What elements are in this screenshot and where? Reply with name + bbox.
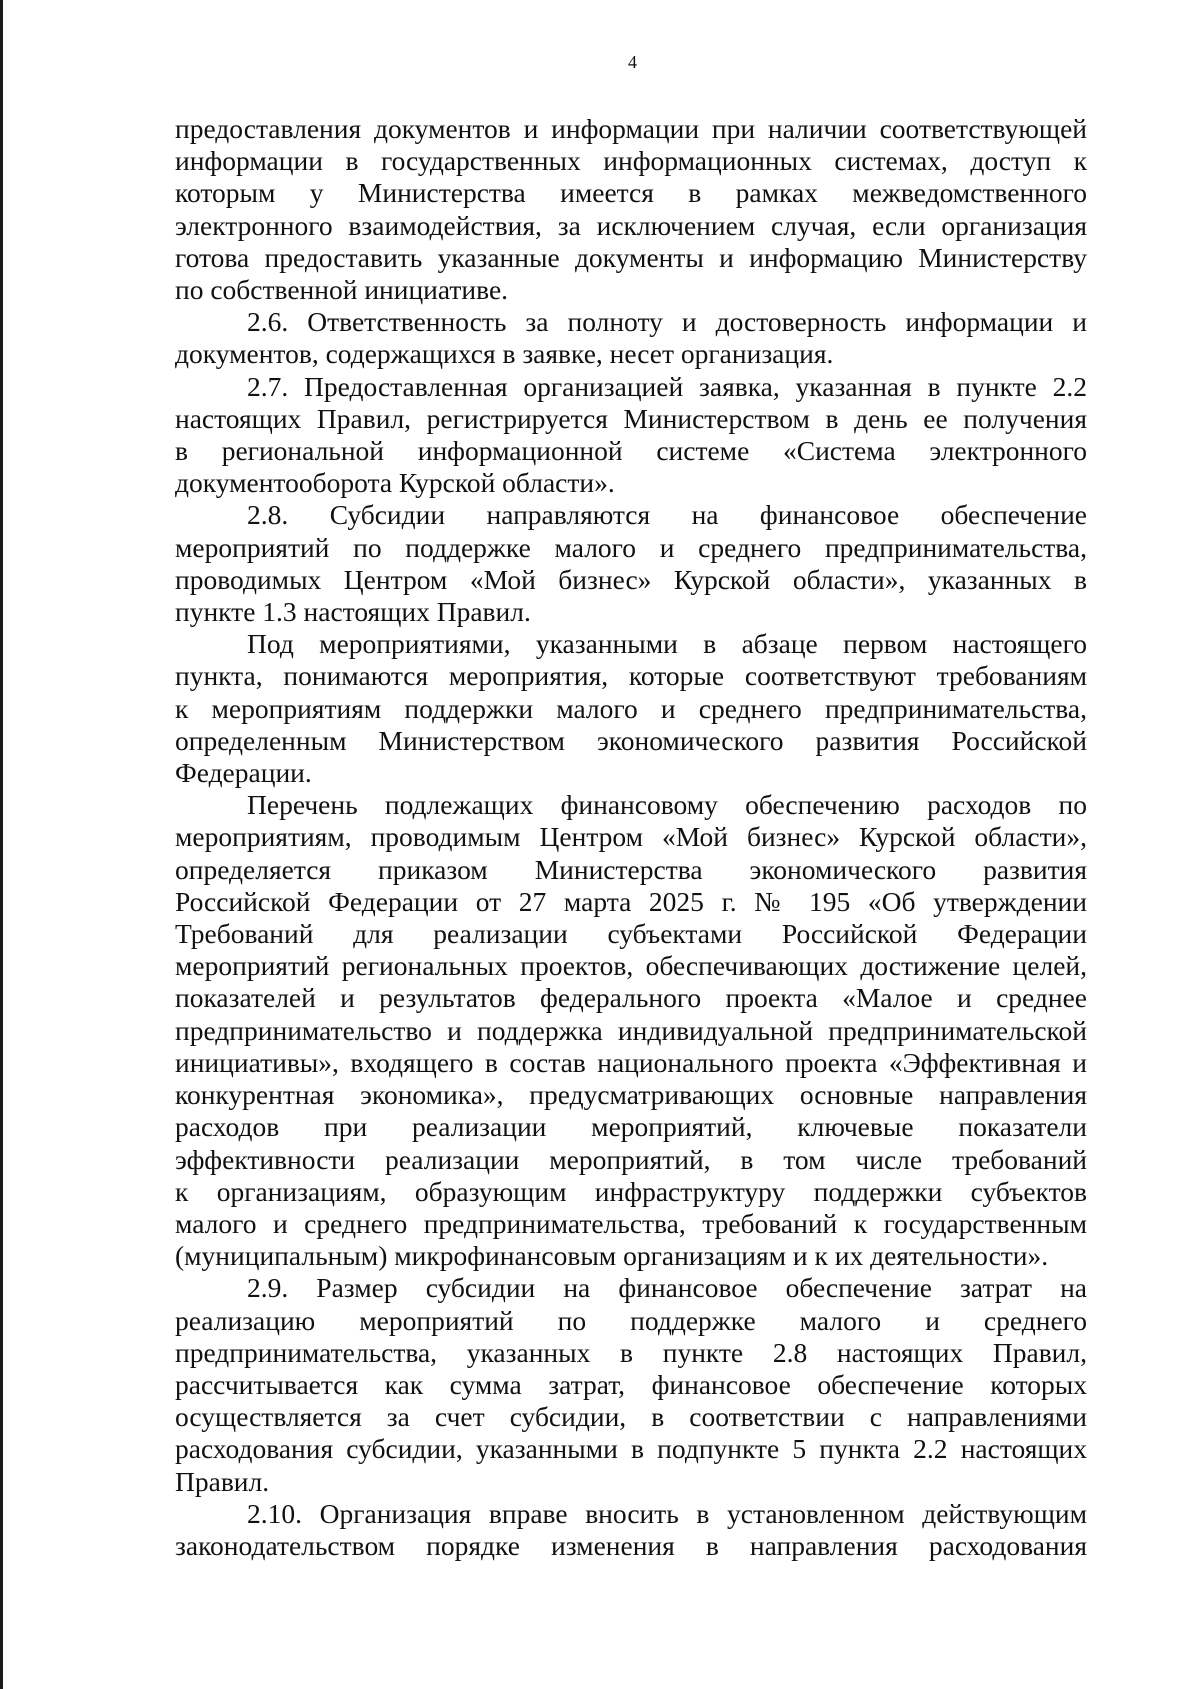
text-line: мероприятий по поддержке малого и среднего предпринимательства, xyxy=(175,531,1087,563)
text-line: документооборота Курской области». xyxy=(175,467,615,499)
text-line: электронного взаимодействия, за исключением случая, если организация xyxy=(175,209,1087,241)
text-line: определенным Министерством экономического развития Российской xyxy=(175,724,1087,756)
text-line: малого и среднего предпринимательства, требований к государственным xyxy=(175,1207,1087,1239)
text-line: пункта, понимаются мероприятия, которые соответствуют требованиям xyxy=(175,660,1087,692)
text-line: по собственной инициативе. xyxy=(175,274,509,306)
text-line: показателей и результатов федерального проекта «Малое и среднее xyxy=(175,982,1087,1014)
text-line: в региональной информационной системе «Система электронного xyxy=(175,435,1087,467)
document-body xyxy=(175,113,1087,1562)
text-line: предпринимательства, указанных в пункте 2.8 настоящих Правил, xyxy=(175,1336,1087,1368)
text-line: мероприятий региональных проектов, обеспечивающих достижение целей, xyxy=(175,950,1087,982)
text-line: 2.7. Предоставленная организацией заявка, указанная в пункте 2.2 xyxy=(247,370,1087,402)
text-line: реализацию мероприятий по поддержке малого и среднего xyxy=(175,1304,1087,1336)
text-line: настоящих Правил, регистрируется Министерством в день ее получения xyxy=(175,402,1087,434)
text-line: осуществляется за счет субсидии, в соответствии с направлениями xyxy=(175,1401,1087,1433)
text-line: рассчитывается как сумма затрат, финансовое обеспечение которых xyxy=(175,1368,1087,1400)
text-line: которым у Министерства имеется в рамках межведомственного xyxy=(175,177,1087,209)
page-number: 4 xyxy=(628,52,637,72)
text-line: мероприятиям, проводимым Центром «Мой бизнес» Курской области», xyxy=(175,821,1087,853)
text-line: пункте 1.3 настоящих Правил. xyxy=(175,596,531,628)
text-line: Перечень подлежащих финансовому обеспечению расходов по xyxy=(247,789,1087,821)
text-line: проводимых Центром «Мой бизнес» Курской области», указанных в xyxy=(175,563,1087,595)
text-line: Российской Федерации от 27 марта 2025 г. № 195 «Об утверждении xyxy=(175,885,1087,917)
text-line: 2.9. Размер субсидии на финансовое обеспечение затрат на xyxy=(247,1272,1087,1304)
text-line: эффективности реализации мероприятий, в том числе требований xyxy=(175,1143,1087,1175)
text-line: Федерации. xyxy=(175,757,312,789)
text-line: к организациям, образующим инфраструктуру поддержки субъектов xyxy=(175,1175,1087,1207)
text-line: к мероприятиям поддержки малого и среднего предпринимательства, xyxy=(175,692,1087,724)
text-line: расходования субсидии, указанными в подпункте 5 пункта 2.2 настоящих xyxy=(175,1433,1087,1465)
text-line: расходов при реализации мероприятий, ключевые показатели xyxy=(175,1111,1087,1143)
text-line: 2.6. Ответственность за полноту и достоверность информации и xyxy=(247,306,1087,338)
text-line: определяется приказом Министерства экономического развития xyxy=(175,853,1087,885)
text-line: конкурентная экономика», предусматривающих основные направления xyxy=(175,1079,1087,1111)
text-line: 2.10. Организация вправе вносить в установленном действующим xyxy=(247,1497,1087,1529)
text-line: Под мероприятиями, указанными в абзаце первом настоящего xyxy=(247,628,1087,660)
text-line: документов, содержащихся в заявке, несет организация. xyxy=(175,338,834,370)
text-line: (муниципальным) микрофинансовым организациям и к их деятельности». xyxy=(175,1240,1049,1272)
text-line: готова предоставить указанные документы и информацию Министерству xyxy=(175,241,1087,273)
text-line: предоставления документов и информации при наличии соответствующей xyxy=(175,113,1087,144)
text-line: Требований для реализации субъектами Российской Федерации xyxy=(175,918,1087,950)
text-line: Правил. xyxy=(175,1465,270,1497)
text-line: информации в государственных информационных системах, доступ к xyxy=(175,145,1087,177)
text-line: 2.8. Субсидии направляются на финансовое обеспечение xyxy=(247,499,1087,531)
scan-left-edge xyxy=(0,0,3,1689)
text-line: законодательством порядке изменения в направления расходования xyxy=(175,1529,1087,1561)
text-line: инициативы», входящего в состав национального проекта «Эффективная и xyxy=(175,1046,1087,1078)
text-line: предпринимательство и поддержка индивидуальной предпринимательской xyxy=(175,1014,1087,1046)
